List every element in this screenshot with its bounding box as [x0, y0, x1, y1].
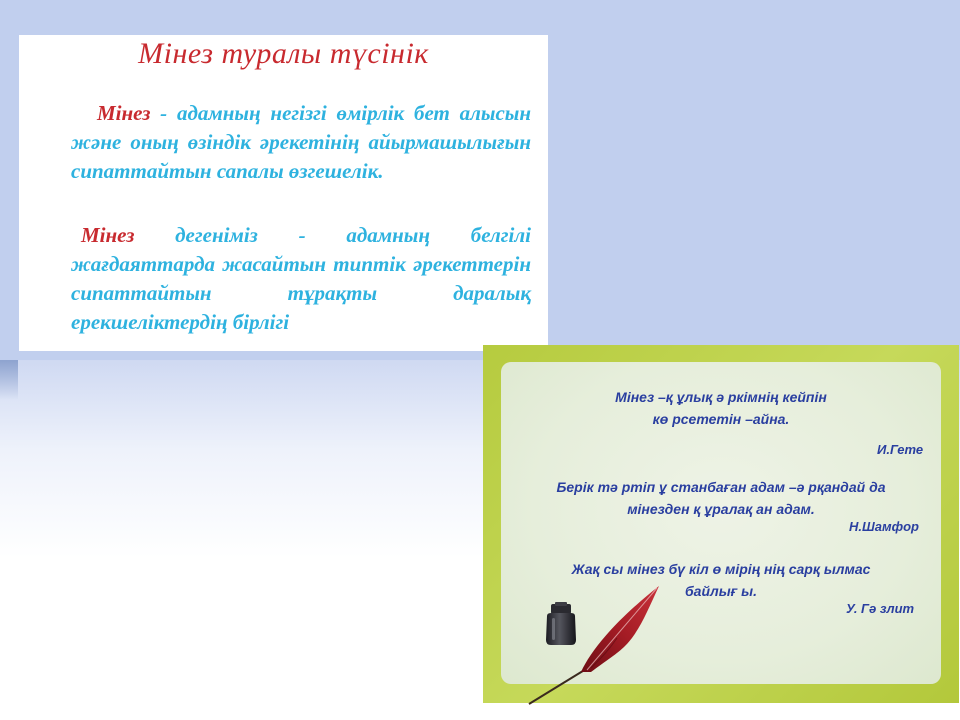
quill-pen-icon [521, 580, 671, 710]
quotes-card [483, 345, 959, 703]
quote-author-2: Н.Шамфор [849, 519, 919, 534]
slide-edge-shadow [0, 360, 18, 400]
quote-1 [501, 386, 941, 430]
quote-2 [501, 476, 941, 520]
quote-line: Берік тә ртіп ұ станбаған адам –ә рқандай да [556, 479, 886, 495]
definition-text: дегеніміз - адамның белгілі жағдаяттарда жасайтын типтік әрекеттерін сипаттайтын тұрақты даралық ерекшеліктердің бірлігі [71, 223, 531, 334]
quote-line: Мінез –қ ұлық ә ркімнің кейпін [615, 389, 827, 405]
definition-title: Мінез туралы түсінік [138, 37, 429, 70]
definition-term: Мінез [97, 101, 151, 125]
quote-line: байлығ ы. [685, 583, 757, 599]
definition-text: - адамның негізгі өмірлік бет алысын және оның өзіндік әрекетінің айырмашылығын сипаттайтын сапалы өзгешелік. [71, 101, 531, 183]
definition-paragraph-2 [71, 221, 531, 337]
quotes-panel [501, 362, 941, 684]
definition-term: Мінез [81, 223, 135, 247]
quote-line: кө рсететін –айна. [652, 411, 790, 427]
quote-author-3: У. Гә злит [846, 601, 915, 616]
definition-paragraph-1 [71, 99, 531, 186]
quote-line: мінезден қ ұралақ ан адам. [627, 501, 815, 517]
quote-line: Жақ сы мінез бү кіл ө мірің нің сарқ ылмас [571, 561, 871, 577]
quote-author-1: И.Гете [877, 442, 924, 457]
definition-card [19, 35, 548, 351]
